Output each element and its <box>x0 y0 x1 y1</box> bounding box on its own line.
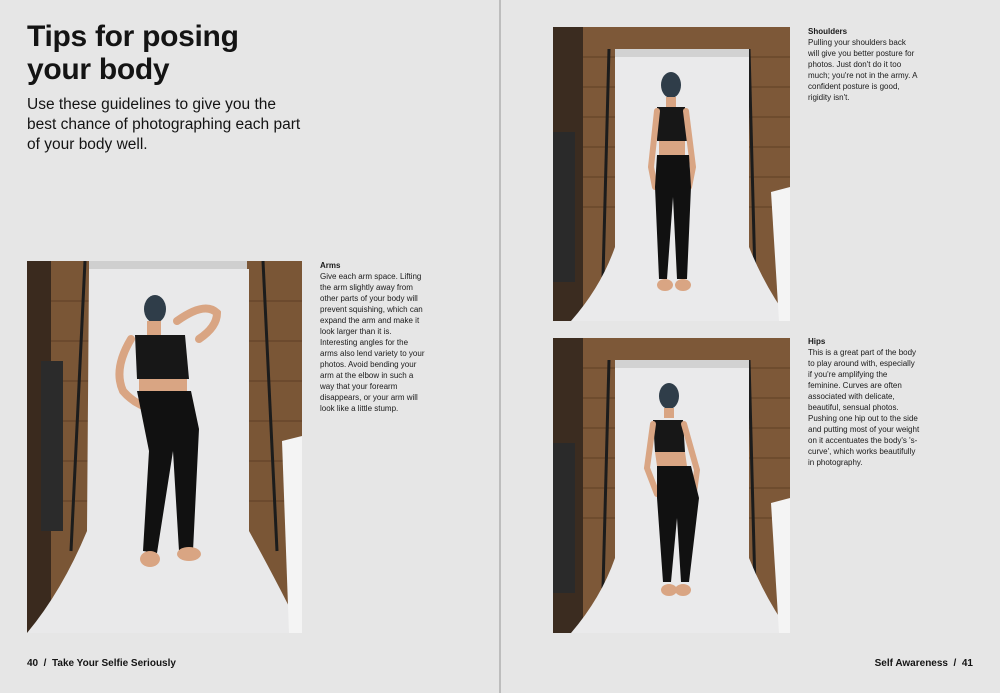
caption-hips <box>808 336 920 468</box>
footer-right: Self Awareness / 41 <box>874 658 973 669</box>
page-title <box>27 20 327 86</box>
caption-arms-heading: Arms <box>320 261 341 270</box>
caption-shoulders <box>808 26 918 103</box>
photo-arms-pose <box>27 261 302 633</box>
title-line-2: your body <box>27 53 170 86</box>
caption-hips-body: This is a great part of the body to play around with, especially if you're amplifying the feminine. Curves are often associated with delicate, beautiful, sensual photos. Pushing one hip out to the side and putting most of your weight on it accentuates the body's 's-curve', which works beautifully in photography. <box>808 348 920 467</box>
footer-left: 40 / Take Your Selfie Seriously <box>27 658 176 669</box>
caption-shoulders-heading: Shoulders <box>808 27 848 36</box>
title-line-1: Tips for posing <box>27 20 239 53</box>
photo-hips-pose <box>553 338 790 633</box>
caption-shoulders-body: Pulling your shoulders back will give you better posture for photos. Just don't do it too much; you're not in the army. A confident posture is good, rigidity isn't. <box>808 38 917 102</box>
caption-hips-heading: Hips <box>808 337 826 346</box>
photo-shoulders-pose <box>553 27 790 321</box>
intro-paragraph: Use these guidelines to give you the best chance of photographing each part of your body well. <box>27 96 301 153</box>
caption-arms <box>320 260 428 414</box>
caption-arms-body: Give each arm space. Lifting the arm slightly away from other parts of your body will prevent squishing, which can expand the arm and make it look larger than it is. Interesting angles for the arms also lend variety to your photos. Avoid bending your arm at the elbow in such a way that your forearm disappears, or your arm will look like a little stump. <box>320 272 425 413</box>
